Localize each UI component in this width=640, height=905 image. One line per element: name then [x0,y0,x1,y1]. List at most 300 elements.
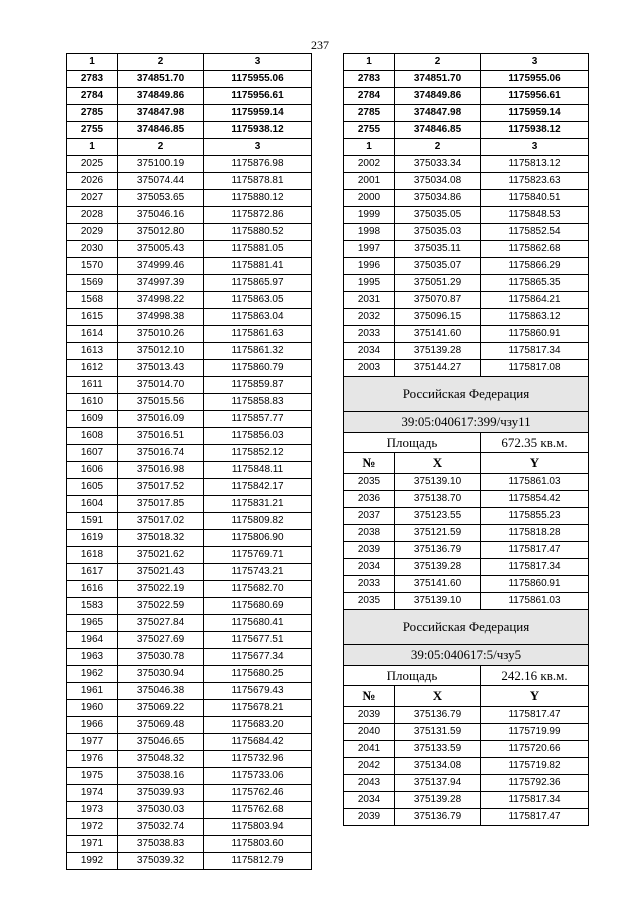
table-row [344,275,589,292]
table-row [344,758,589,775]
table-cell: 2030 [67,241,118,258]
table-cell: Площадь [344,666,481,686]
table-cell: 375137.94 [395,775,481,792]
table-row [67,479,312,496]
table-row [67,428,312,445]
table-row [344,707,589,724]
table-cell: 1175864.21 [481,292,589,309]
table-cell: 2002 [344,156,395,173]
table-cell: 1175817.34 [481,559,589,576]
table-cell: 2040 [344,724,395,741]
table-cell: 2000 [344,190,395,207]
table-cell: 375123.55 [395,508,481,525]
table-cell: 1175719.99 [481,724,589,741]
table-row [67,241,312,258]
table-cell: 1175683.20 [204,717,312,734]
table-cell: 375144.27 [395,360,481,377]
table-cell: 1175938.12 [204,122,312,139]
table-row [67,496,312,513]
table-cell: 375012.10 [118,343,204,360]
table-cell: 374846.85 [395,122,481,139]
table-cell: 1175852.54 [481,224,589,241]
table-cell: 1175803.60 [204,836,312,853]
table-row [67,326,312,343]
table-cell: 375131.59 [395,724,481,741]
table-row [344,792,589,809]
table-row [67,615,312,632]
table-cell: 1175817.47 [481,809,589,826]
table-cell: 1175823.63 [481,173,589,190]
table-row [67,513,312,530]
table-cell: 374849.86 [118,88,204,105]
table-cell: 1175880.12 [204,190,312,207]
right-coordinates-column [343,53,588,826]
table-cell: 2035 [344,474,395,491]
table-row [67,598,312,615]
table-cell: 375017.85 [118,496,204,513]
table-row [67,700,312,717]
table-cell: 375133.59 [395,741,481,758]
table-cell: 1175938.12 [481,122,589,139]
table-cell: 375139.28 [395,559,481,576]
table-cell: 1568 [67,292,118,309]
table-cell: 1605 [67,479,118,496]
table-cell: 374851.70 [395,71,481,88]
table-cell: 375048.32 [118,751,204,768]
table-cell: 375016.09 [118,411,204,428]
table-cell: 375027.69 [118,632,204,649]
section-title-row [344,377,589,412]
table-cell: 1175955.06 [481,71,589,88]
table-row [67,445,312,462]
table-cell: 375038.16 [118,768,204,785]
table-cell: 375046.65 [118,734,204,751]
table-cell: 2033 [344,576,395,593]
table-cell: 1175803.94 [204,819,312,836]
table-cell: 1175862.68 [481,241,589,258]
table-cell: 1175732.96 [204,751,312,768]
table-cell: 1975 [67,768,118,785]
table-cell: 375039.93 [118,785,204,802]
table-cell: 1175682.70 [204,581,312,598]
table-row [344,809,589,826]
table-cell: 2039 [344,809,395,826]
table-cell: 2039 [344,542,395,559]
table-cell: 1971 [67,836,118,853]
table-cell: 375035.05 [395,207,481,224]
table-cell: 242.16 кв.м. [481,666,589,686]
left-coordinates-table [66,53,312,870]
table-cell: 1175817.34 [481,792,589,809]
table-cell: 1615 [67,309,118,326]
table-cell: 2034 [344,343,395,360]
table-cell: 375034.08 [395,173,481,190]
table-cell: 375030.03 [118,802,204,819]
table-cell: 1977 [67,734,118,751]
table-cell: 2785 [67,105,118,122]
table-cell: 1 [67,139,118,156]
table-cell: 1962 [67,666,118,683]
table-row [67,649,312,666]
table-cell: 1175720.66 [481,741,589,758]
table-cell: 2755 [67,122,118,139]
table-cell: 3 [204,139,312,156]
table-cell: 375139.28 [395,792,481,809]
table-cell: 375033.34 [395,156,481,173]
table-cell: 375013.43 [118,360,204,377]
table-row [67,734,312,751]
table-cell: 1604 [67,496,118,513]
table-cell: 2032 [344,309,395,326]
table-cell: 39:05:040617:399/чзу11 [344,412,589,433]
table-cell: 375032.74 [118,819,204,836]
table-cell: 2 [118,54,204,71]
table-cell: 1175677.34 [204,649,312,666]
table-cell: 1611 [67,377,118,394]
table-cell: 375136.79 [395,542,481,559]
table-cell: 375069.22 [118,700,204,717]
table-cell: 1974 [67,785,118,802]
table-cell: 1175881.05 [204,241,312,258]
table-row [67,802,312,819]
table-row [344,173,589,190]
table-row [344,741,589,758]
table-cell: 375141.60 [395,576,481,593]
table-cell: 375136.79 [395,707,481,724]
table-row [67,530,312,547]
table-cell: 1961 [67,683,118,700]
table-cell: 1 [344,139,395,156]
table-cell: 2034 [344,792,395,809]
table-cell: 374998.38 [118,309,204,326]
table-cell: 374997.39 [118,275,204,292]
table-row [67,683,312,700]
table-cell: 2025 [67,156,118,173]
table-cell: 1175861.03 [481,593,589,610]
table-cell: 1965 [67,615,118,632]
table-row [67,462,312,479]
column-header-row [344,453,589,474]
table-cell: 375141.60 [395,326,481,343]
table-cell: 1175818.28 [481,525,589,542]
table-cell: 1175863.04 [204,309,312,326]
table-cell: 1618 [67,547,118,564]
table-cell: 1999 [344,207,395,224]
table-cell: 375100.19 [118,156,204,173]
table-cell: 1175806.90 [204,530,312,547]
table-cell: 2783 [344,71,395,88]
table-cell: 1175956.61 [204,88,312,105]
table-cell: 3 [481,54,589,71]
table-cell: 1175861.32 [204,343,312,360]
table-cell: 375046.38 [118,683,204,700]
table-cell: 374851.70 [118,71,204,88]
table-cell: 1175858.83 [204,394,312,411]
table-cell: 2043 [344,775,395,792]
table-header-row [67,54,312,71]
table-cell: 1175866.29 [481,258,589,275]
table-cell: 1175876.98 [204,156,312,173]
table-cell: 1973 [67,802,118,819]
table-cell: 375021.43 [118,564,204,581]
table-cell: 1175878.81 [204,173,312,190]
table-cell: 375035.07 [395,258,481,275]
table-row-bold [67,105,312,122]
table-cell: 375017.02 [118,513,204,530]
table-cell: 1964 [67,632,118,649]
table-cell: № [344,686,395,707]
table-cell: 1175861.63 [204,326,312,343]
table-cell: 2031 [344,292,395,309]
table-row [344,292,589,309]
table-row [67,309,312,326]
table-cell: 1175852.12 [204,445,312,462]
table-cell: 1175809.82 [204,513,312,530]
table-cell: № [344,453,395,474]
table-cell: 1175859.87 [204,377,312,394]
table-row-bold [344,122,589,139]
table-cell: 1175855.23 [481,508,589,525]
table-cell: 3 [481,139,589,156]
table-cell: 39:05:040617:5/чзу5 [344,645,589,666]
table-cell: 2028 [67,207,118,224]
table-cell: 1619 [67,530,118,547]
table-row [67,360,312,377]
table-cell: 1608 [67,428,118,445]
table-row [67,785,312,802]
table-cell: 375074.44 [118,173,204,190]
table-cell: 1175813.12 [481,156,589,173]
table-cell: 2042 [344,758,395,775]
table-row [67,564,312,581]
table-cell: 1175762.68 [204,802,312,819]
table-cell: 375035.11 [395,241,481,258]
table-cell: 375138.70 [395,491,481,508]
table-cell: 1175848.53 [481,207,589,224]
table-row [344,241,589,258]
table-cell: 1995 [344,275,395,292]
table-cell: 1966 [67,717,118,734]
table-cell: 1616 [67,581,118,598]
table-cell: 1175863.05 [204,292,312,309]
table-cell: 1175817.47 [481,542,589,559]
table-cell: 1175684.42 [204,734,312,751]
table-row [344,190,589,207]
table-cell: 1175769.71 [204,547,312,564]
table-cell: 2783 [67,71,118,88]
table-cell: 375015.56 [118,394,204,411]
table-cell: 1996 [344,258,395,275]
table-cell: 375022.59 [118,598,204,615]
table-header-row [67,139,312,156]
table-row [344,724,589,741]
table-cell: 375017.52 [118,479,204,496]
table-row [67,768,312,785]
table-row [344,491,589,508]
table-cell: 2 [395,54,481,71]
table-row [344,775,589,792]
table-row [344,224,589,241]
table-cell: 1606 [67,462,118,479]
left-coordinates-column [66,53,311,870]
table-row [67,581,312,598]
table-cell: 375010.26 [118,326,204,343]
table-cell: 1175881.41 [204,258,312,275]
table-row [67,717,312,734]
area-row [344,433,589,453]
table-cell: 375121.59 [395,525,481,542]
table-cell: 374849.86 [395,88,481,105]
table-cell: 375139.28 [395,343,481,360]
table-row-bold [67,122,312,139]
table-cell: 672.35 кв.м. [481,433,589,453]
table-cell: 1175840.51 [481,190,589,207]
table-row [67,292,312,309]
table-row [67,853,312,870]
table-header-row [344,139,589,156]
table-cell: 1175817.08 [481,360,589,377]
table-cell: Y [481,686,589,707]
table-cell: 1175792.36 [481,775,589,792]
table-cell: 2784 [344,88,395,105]
table-cell: Площадь [344,433,481,453]
table-row [344,542,589,559]
table-cell: 1175860.79 [204,360,312,377]
table-row-bold [344,71,589,88]
table-cell: X [395,453,481,474]
table-cell: 1175860.91 [481,576,589,593]
table-cell: 2001 [344,173,395,190]
table-row-bold [67,88,312,105]
table-row [344,343,589,360]
table-row [344,309,589,326]
table-cell: 1998 [344,224,395,241]
table-cell: 374999.46 [118,258,204,275]
table-cell: 1175856.03 [204,428,312,445]
table-cell: 1997 [344,241,395,258]
table-cell: 375021.62 [118,547,204,564]
table-cell: 1175959.14 [481,105,589,122]
table-row-bold [67,71,312,88]
table-row [67,173,312,190]
table-cell: 2036 [344,491,395,508]
table-row [67,377,312,394]
table-row [67,411,312,428]
cadastral-number-row [344,412,589,433]
table-row [67,156,312,173]
table-cell: 1175743.21 [204,564,312,581]
cadastral-number-row [344,645,589,666]
page-number: 237 [311,38,329,52]
table-cell: 375027.84 [118,615,204,632]
table-cell: 374847.98 [395,105,481,122]
table-cell: 375046.16 [118,207,204,224]
table-cell: 1175680.69 [204,598,312,615]
table-row [67,547,312,564]
column-header-row [344,686,589,707]
table-cell: 1175678.21 [204,700,312,717]
table-cell: 1175955.06 [204,71,312,88]
table-cell: 1175719.82 [481,758,589,775]
table-cell: 375139.10 [395,593,481,610]
table-row [67,836,312,853]
table-row-bold [344,88,589,105]
table-cell: Российская Федерация [344,377,589,412]
table-row [344,207,589,224]
table-cell: 2041 [344,741,395,758]
table-cell: 1591 [67,513,118,530]
table-cell: 375039.32 [118,853,204,870]
table-cell: 1963 [67,649,118,666]
table-cell: 2 [395,139,481,156]
table-cell: 374846.85 [118,122,204,139]
table-cell: 375014.70 [118,377,204,394]
table-cell: 375069.48 [118,717,204,734]
table-row [67,224,312,241]
table-cell: 2039 [344,707,395,724]
table-row [67,819,312,836]
table-cell: 3 [204,54,312,71]
table-row [344,360,589,377]
table-cell: 1175861.03 [481,474,589,491]
table-row [344,474,589,491]
table-cell: 1175679.43 [204,683,312,700]
table-cell: 1175865.97 [204,275,312,292]
table-cell: 1569 [67,275,118,292]
table-cell: 1612 [67,360,118,377]
table-cell: 1175680.41 [204,615,312,632]
table-row [344,508,589,525]
table-row [344,559,589,576]
table-cell: 375096.15 [395,309,481,326]
table-cell: 1175817.47 [481,707,589,724]
table-cell: 375016.98 [118,462,204,479]
table-cell: 1976 [67,751,118,768]
table-cell: 1175854.42 [481,491,589,508]
table-cell: 375005.43 [118,241,204,258]
table-cell: 375018.32 [118,530,204,547]
table-cell: 1617 [67,564,118,581]
table-cell: 1 [67,54,118,71]
table-row [67,275,312,292]
table-cell: 1175857.77 [204,411,312,428]
table-row-bold [344,105,589,122]
table-cell: 1175956.61 [481,88,589,105]
table-cell: 2035 [344,593,395,610]
table-row [344,525,589,542]
right-coordinates-table [343,53,589,826]
table-cell: 375038.83 [118,836,204,853]
table-cell: X [395,686,481,707]
table-cell: 1610 [67,394,118,411]
table-cell: 2755 [344,122,395,139]
table-cell: 375016.74 [118,445,204,462]
table-cell: 375139.10 [395,474,481,491]
table-cell: 2029 [67,224,118,241]
table-row [67,190,312,207]
table-row [67,751,312,768]
table-cell: 1175812.79 [204,853,312,870]
table-cell: 375022.19 [118,581,204,598]
table-cell: 1175880.52 [204,224,312,241]
table-cell: 2033 [344,326,395,343]
table-cell: 2 [118,139,204,156]
table-cell: 1609 [67,411,118,428]
table-header-row [344,54,589,71]
table-cell: 1175831.21 [204,496,312,513]
table-cell: 375070.87 [395,292,481,309]
table-row [344,258,589,275]
